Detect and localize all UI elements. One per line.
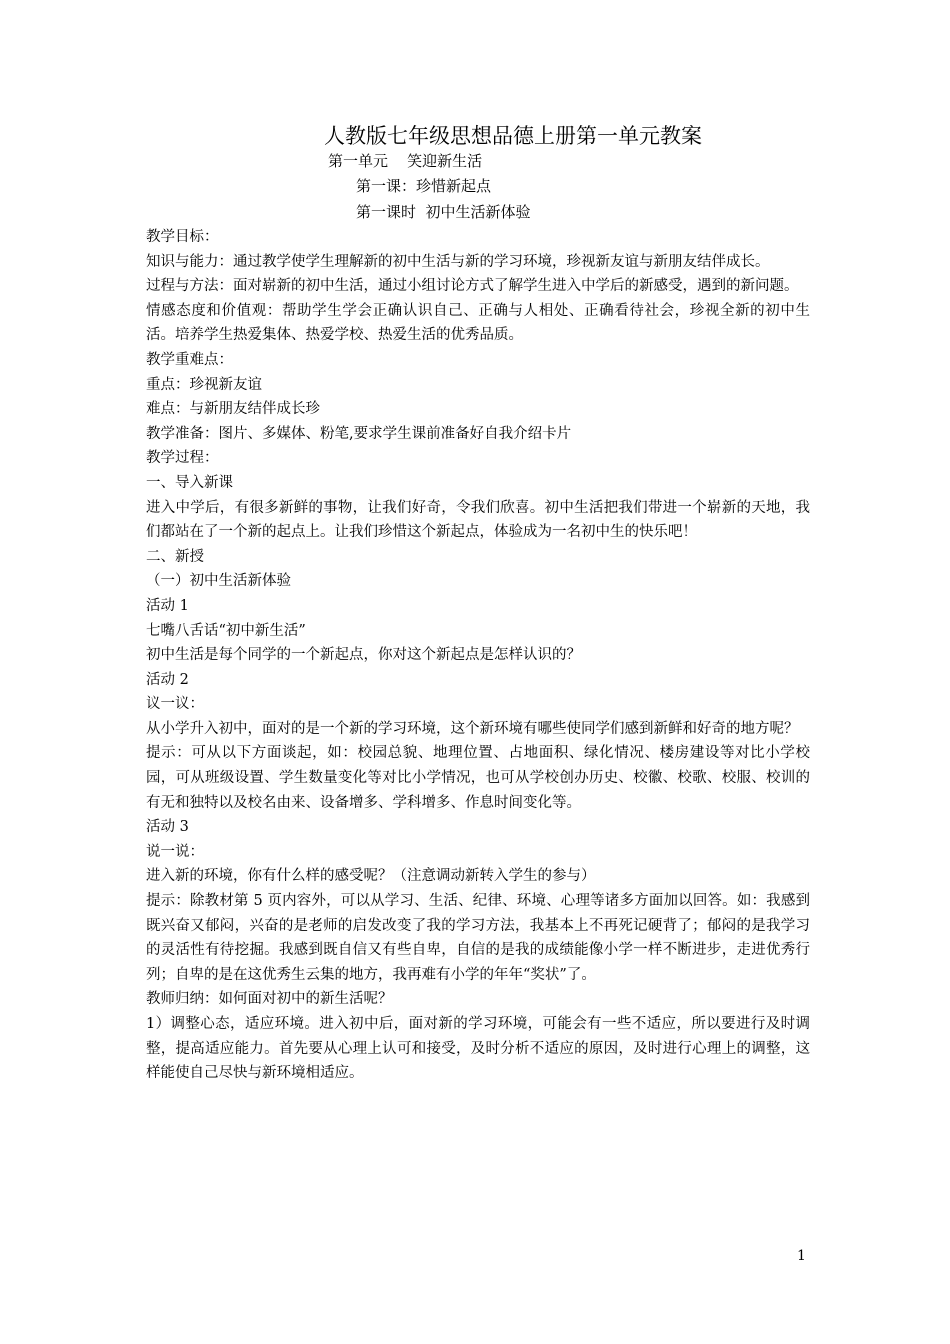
- paragraph: 初中生活是每个同学的一个新起点，你对这个新起点是怎样认识的？: [146, 647, 581, 664]
- paragraph: 重点：珍视新友谊: [146, 376, 262, 393]
- paragraph: 提示：除教材第 5 页内容外，可以从学习、生活、纪律、环境、心理等诸多方面加以回答。如：我感到既兴奋又郁闷，兴奋的是老师的启发改变了我的学习方法，我基本上不再死记硬背了；郁闷的是我学习的灵活性有待挖掘。我感到既自信又有些自卑，自信的是我的成绩能像小学一样不断进步，走进优秀行列；自卑的是在这优秀生云集的地方，我再难有小学的年年“奖状”了。: [146, 893, 810, 983]
- paragraph: （一）初中生活新体验: [146, 573, 291, 590]
- paragraph: 知识与能力：通过教学使学生理解新的初中生活与新的学习环境，珍视新友谊与新朋友结伴成长。: [146, 253, 770, 270]
- paragraph: 二、新授: [146, 548, 204, 565]
- paragraph: 难点：与新朋友结伴成长珍: [146, 401, 320, 418]
- paragraph: 过程与方法：面对崭新的初中生活，通过小组讨论方式了解学生进入中学后的新感受，遇到的新问题。: [146, 278, 799, 295]
- paragraph: 教学过程：: [146, 450, 219, 467]
- paragraph: 教学重难点：: [146, 351, 233, 368]
- lesson-heading: 第一课：珍惜新起点: [356, 177, 492, 195]
- paragraph: 教师归纳：如何面对初中的新生活呢？: [146, 991, 393, 1008]
- paragraph: 一、导入新课: [146, 474, 233, 491]
- paragraph: 提示：可从以下方面谈起，如：校园总貌、地理位置、占地面积、绿化情况、楼房建设等对比小学校园，可从班级设置、学生数量变化等对比小学情况，也可从学校创办历史、校徽、校歌、校服、校训的有无和独特以及校名由来、设备增多、学科增多、作息时间变化等。: [146, 745, 810, 811]
- paragraph: 1）调整心态，适应环境。进入初中后，面对新的学习环境，可能会有一些不适应，所以要进行及时调整，提高适应能力。首先要从心理上认可和接受，及时分析不适应的原因，及时进行心理上的调整，这样能使自己尽快与新环境相适应。: [146, 1016, 810, 1082]
- paragraph: 活动 1: [146, 597, 189, 614]
- paragraph: 情感态度和价值观：帮助学生学会正确认识自己、正确与人相处、正确看待社会，珍视全新的初中生活。培养学生热爱集体、热爱学校、热爱生活的优秀品质。: [146, 302, 810, 344]
- period-heading: 第一课时 初中生活新体验: [356, 203, 531, 221]
- document-body: [146, 225, 810, 1086]
- paragraph: 活动 2: [146, 671, 189, 688]
- paragraph: 活动 3: [146, 819, 189, 836]
- paragraph: 教学目标：: [146, 229, 219, 245]
- paragraph: 说一说：: [146, 843, 204, 860]
- page-number: 1: [797, 1248, 806, 1264]
- paragraph: 进入中学后，有很多新鲜的事物，让我们好奇，令我们欣喜。初中生活把我们带进一个崭新的天地，我们都站在了一个新的起点上。让我们珍惜这个新起点，体验成为一名初中生的快乐吧！: [146, 499, 810, 541]
- paragraph: 七嘴八舌话“初中新生活”: [146, 622, 306, 639]
- paragraph: 议一议：: [146, 696, 204, 713]
- paragraph: 从小学升入初中，面对的是一个新的学习环境，这个新环境有哪些使同学们感到新鲜和好奇的地方呢？: [146, 720, 799, 737]
- paragraph: 教学准备：图片、多媒体、粉笔,要求学生课前准备好自我介绍卡片: [146, 425, 572, 442]
- document-title: 人教版七年级思想品德上册第一单元教案: [324, 124, 702, 148]
- unit-heading: 第一单元 笑迎新生活: [328, 152, 483, 170]
- paragraph: 进入新的环境，你有什么样的感受呢？（注意调动新转入学生的参与）: [146, 868, 596, 885]
